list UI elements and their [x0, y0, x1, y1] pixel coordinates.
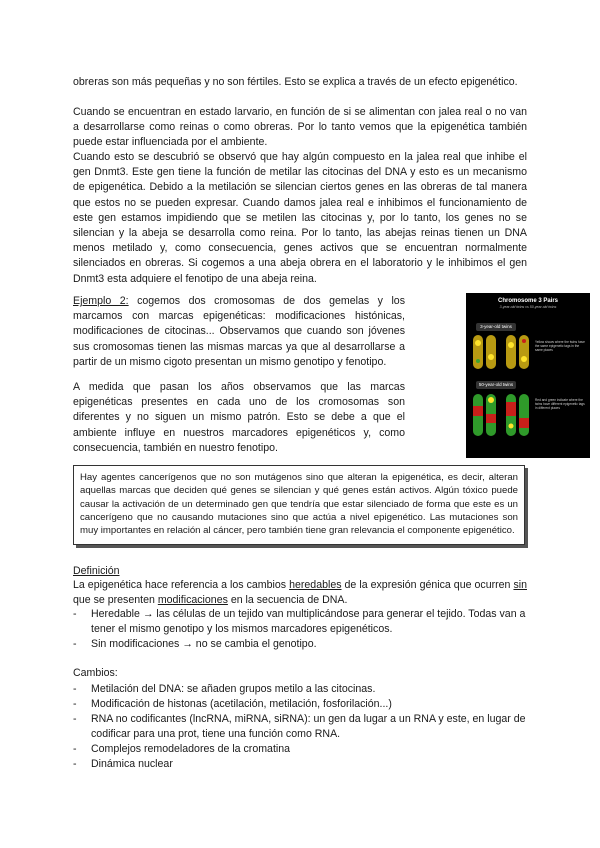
paragraph-example-2-cont: A medida que pasan los años observamos que las marcas epigenéticas presentes en cada uno de los cromosomas son diferentes y no siguen un mismo patrón. Esto se debe a que el ambiente influye en nuestros marcadores epigenéticos y, como consecuencia, también en nuestro fenotipo.	[73, 381, 405, 454]
carcinogen-callout-box	[73, 465, 525, 545]
list-item: - Metilación del DNA: se añaden grupos metilo a las citocinas.	[73, 682, 527, 697]
young-chromosomes-image	[470, 333, 532, 371]
definition-heredables: heredables	[289, 579, 342, 591]
list-item: - Heredable → las células de un tejido van multiplicándose para generar el tejido. Todas van a tener el mismo genotipo y los mismos marcadores epigenéticos.	[73, 607, 527, 637]
list-item: - Modificación de histonas (acetilación, metilación, fosforilación...)	[73, 697, 527, 712]
figure-title: Chromosome 3 Pairs	[497, 298, 559, 304]
old-chromosomes-image	[470, 392, 532, 438]
list-item: - Dinámica nuclear	[73, 757, 527, 772]
list-item: - Sin modificaciones → no se cambia el genotipo.	[73, 637, 527, 652]
paragraph-intro: obreras son más pequeñas y no son fértiles. Esto se explica a través de un efecto epigenético.	[73, 76, 518, 88]
changes-heading: Cambios:	[73, 667, 118, 679]
list-item: - RNA no codificantes (lncRNA, miRNA, siRNA): un gen da lugar a un RNA y este, en lugar de codificar para una prot, tiene una función como RNA.	[73, 712, 527, 742]
note-young: Yellow shows where the twins have the same epigenetic tags in the same places	[535, 340, 585, 352]
definition-part-1: La epigenética hace referencia a los cambios	[73, 579, 290, 591]
definition-sin: sin	[513, 579, 527, 591]
definition-part-4: en la secuencia de DNA.	[227, 594, 348, 606]
list-item: - Complejos remodeladores de la cromatina	[73, 742, 527, 757]
paragraph-example-2	[73, 294, 405, 370]
example-2-label: Ejemplo 2:	[73, 295, 129, 307]
definition-heading: Definición	[73, 565, 120, 577]
example-2-text: cogemos dos cromosomas de dos gemelas y los marcamos con marcas epigenéticas: modificaciones histónicas, modificaciones de citocinas... Observamos que cuando son jóvenes sus cromosomas tienen las mismas marcas ya que al desarrollarse a partir de un mismo cigoto presentan un mismo genotipo y fenotipo.	[73, 295, 405, 368]
label-young-twins: 3-year-old twins	[476, 323, 516, 331]
callout-text: Hay agentes cancerígenos que no son mutágenos sino que alteran la epigenética, es decir, alteran aquellas marcas que deciden qué genes se silencian y qué genes están activos. Algún tóxico puede causar la activación de un determinado gen que tendría que estar silenciado de forma que este es un cancerígeno que no causando mutaciones sino que actúa a nivel epigenético. Las mutaciones son muy importantes en relación al cáncer, pero también tiene gran relevancia el componente epigenético.	[80, 472, 518, 537]
label-old-twins: 50-year-old twins	[476, 381, 516, 389]
definition-part-2: de la expresión génica que ocurren	[341, 579, 514, 591]
chromosome-figure	[466, 293, 590, 458]
definition-text	[73, 578, 527, 608]
figure-subtitle: 3-year-old twins vs 50-year-old twins	[499, 305, 557, 309]
note-old: Red and green indicate where the twins have different epigenetic tags in different places	[535, 398, 585, 410]
paragraph-larval: Cuando se encuentran en estado larvario, en función de si se alimentan con jalea real o no van a desarrollarse como reinas o como obreras. Por lo tanto vemos que la epigenética también puede estar influenciada por el ambiente.	[73, 106, 527, 149]
changes-list	[73, 682, 527, 772]
paragraph-dnmt3: Cuando esto se descubrió se observó que hay algún compuesto en la jalea real que inhibe el gen Dnmt3. Este gen tiene la función de metilar las citocinas del DNA y esto es un mecanismo de epigenética. Debido a la metilación se silencian ciertos genes en las obreras de tal manera que estos no se pueden expresar. Cuando damos jalea real e inhibimos el funcionamiento de este gen estamos impidiendo que se metilen las citocinas y, por lo tanto, los genes no se silencian y la abeja se desarrolla como reina. Por lo tanto, las abejas reinas tienen un DNA menos metilado y, como consecuencia, genes activos que se encuentran normalmente silenciados en obreras. Si cogemos a una abeja obrera en el laboratorio y le inhibimos el gen Dnmt3 esta adquiere el fenotipo de una abeja reina.	[73, 151, 527, 285]
definition-list	[73, 607, 527, 652]
definition-part-3: que se presenten	[73, 594, 158, 606]
definition-modificaciones: modificaciones	[157, 594, 228, 606]
